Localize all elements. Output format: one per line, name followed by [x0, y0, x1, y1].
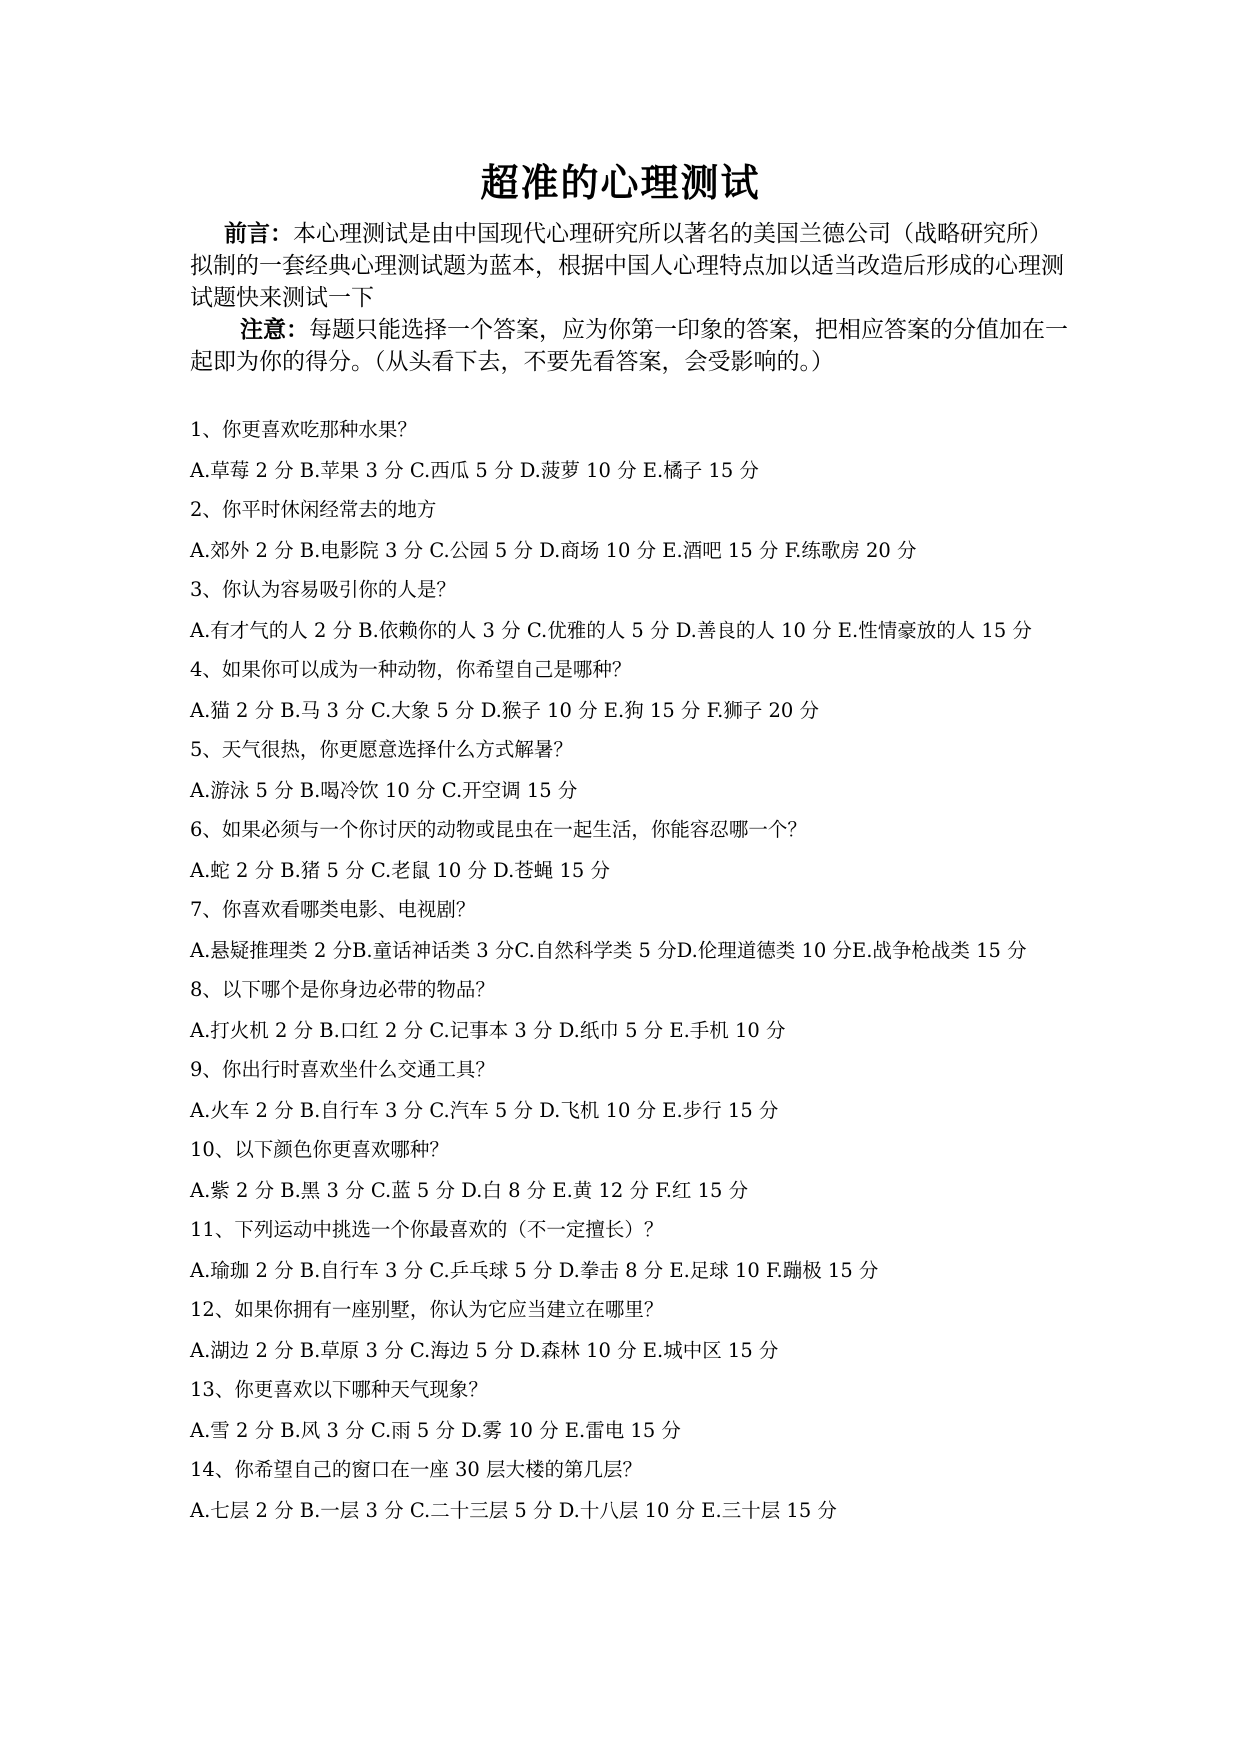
question-text: 6、如果必须与一个你讨厌的动物或昆虫在一起生活，你能容忍哪一个？	[190, 818, 807, 841]
question-text: 4、如果你可以成为一种动物，你希望自己是哪种？	[190, 658, 632, 681]
question-text: 10、以下颜色你更喜欢哪种？	[190, 1138, 449, 1161]
notice-label: 注意：	[240, 316, 309, 343]
answer-options: A.瑜珈 2 分 B.自行车 3 分 C.乒乓球 5 分 D.拳击 8 分 E.足球 10 F.蹦极 15 分	[190, 1259, 879, 1282]
answer-options: A.紫 2 分 B.黑 3 分 C.蓝 5 分 D.白 8 分 E.黄 12 分 F.红 15 分	[190, 1179, 749, 1202]
answer-options: A.有才气的人 2 分 B.依赖你的人 3 分 C.优雅的人 5 分 D.善良的人 10 分 E.性情豪放的人 15 分	[190, 619, 1032, 642]
question-text: 5、天气很热，你更愿意选择什么方式解暑？	[190, 738, 573, 761]
question-text: 7、你喜欢看哪类电影、电视剧？	[190, 898, 476, 921]
question-text: 12、如果你拥有一座别墅，你认为它应当建立在哪里？	[190, 1298, 664, 1321]
question-text: 13、你更喜欢以下哪种天气现象？	[190, 1378, 488, 1401]
question-text: 8、以下哪个是你身边必带的物品？	[190, 978, 495, 1001]
question-text: 2、你平时休闲经常去的地方	[190, 498, 437, 521]
notice-paragraph	[190, 314, 1070, 378]
answer-options: A.草莓 2 分 B.苹果 3 分 C.西瓜 5 分 D.菠萝 10 分 E.橘子 15 分	[190, 459, 759, 482]
answer-options: A.火车 2 分 B.自行车 3 分 C.汽车 5 分 D.飞机 10 分 E.步行 15 分	[190, 1099, 779, 1122]
question-text: 14、你希望自己的窗口在一座 30 层大楼的第几层？	[190, 1458, 643, 1481]
answer-options: A.猫 2 分 B.马 3 分 C.大象 5 分 D.猴子 10 分 E.狗 15 分 F.狮子 20 分	[190, 699, 820, 722]
answer-options: A.七层 2 分 B.一层 3 分 C.二十三层 5 分 D.十八层 10 分 E.三十层 15 分	[190, 1499, 837, 1522]
question-text: 1、你更喜欢吃那种水果？	[190, 418, 417, 441]
preface-paragraph	[190, 218, 1070, 314]
answer-options: A.悬疑推理类 2 分B.童话神话类 3 分C.自然科学类 5 分D.伦理道德类 10 分E.战争枪战类 15 分	[190, 939, 1027, 962]
answer-options: A.蛇 2 分 B.猪 5 分 C.老鼠 10 分 D.苍蝇 15 分	[190, 859, 610, 882]
question-text: 3、你认为容易吸引你的人是？	[190, 578, 456, 601]
preface-text: 本心理测试是由中国现代心理研究所以著名的美国兰德公司（战略研究所）拟制的一套经典心理测试题为蓝本，根据中国人心理特点加以适当改造后形成的心理测试题快来测试一下	[190, 221, 1064, 311]
answer-options: A.郊外 2 分 B.电影院 3 分 C.公园 5 分 D.商场 10 分 E.酒吧 15 分 F.练歌房 20 分	[190, 539, 917, 562]
page-title: 超准的心理测试	[480, 161, 761, 205]
answer-options: A.打火机 2 分 B.口红 2 分 C.记事本 3 分 D.纸巾 5 分 E.手机 10 分	[190, 1019, 786, 1042]
question-text: 11、下列运动中挑选一个你最喜欢的（不一定擅长）？	[190, 1218, 664, 1241]
question-text: 9、你出行时喜欢坐什么交通工具？	[190, 1058, 495, 1081]
answer-options: A.雪 2 分 B.风 3 分 C.雨 5 分 D.雾 10 分 E.雷电 15 分	[190, 1419, 681, 1442]
notice-text: 每题只能选择一个答案，应为你第一印象的答案，把相应答案的分值加在一起即为你的得分。（从头看下去，不要先看答案，会受影响的。）	[190, 317, 1068, 375]
question-list	[190, 410, 1090, 1530]
preface-label: 前言：	[224, 220, 293, 247]
answer-options: A.湖边 2 分 B.草原 3 分 C.海边 5 分 D.森林 10 分 E.城中区 15 分	[190, 1339, 779, 1362]
answer-options: A.游泳 5 分 B.喝冷饮 10 分 C.开空调 15 分	[190, 779, 578, 802]
